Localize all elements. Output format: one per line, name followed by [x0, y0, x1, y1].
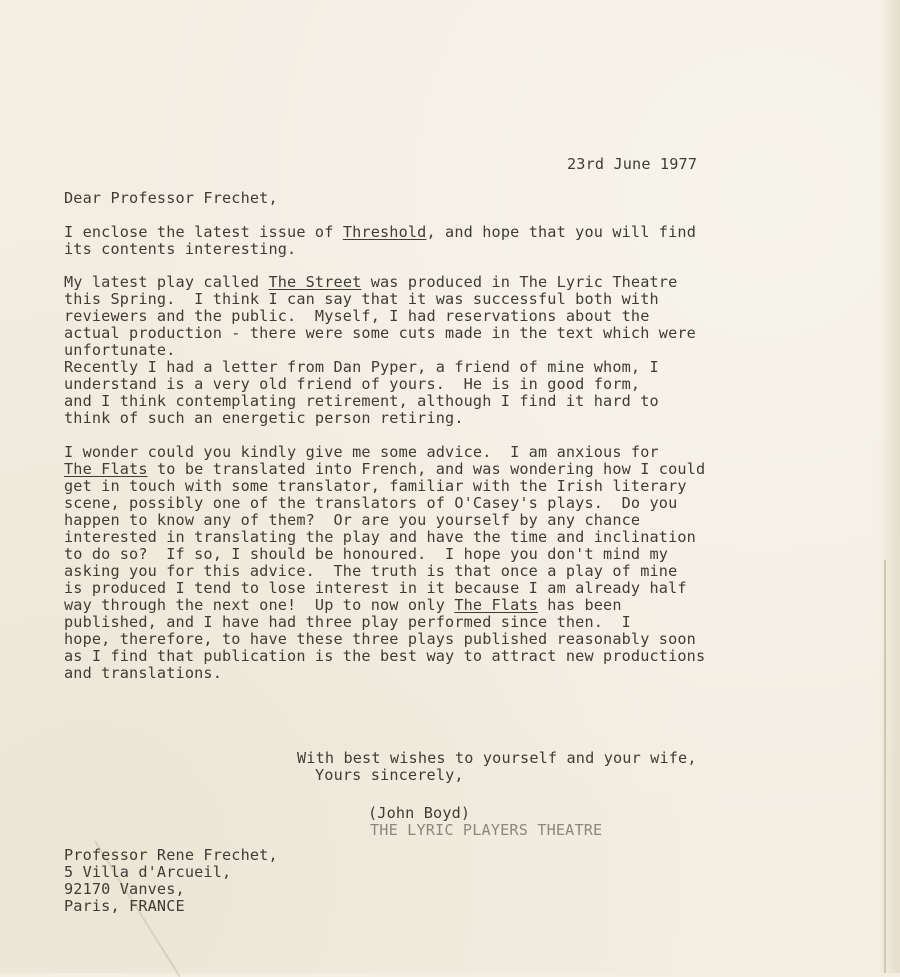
text-run: published, and I have had three play performed since then. I: [64, 613, 631, 631]
recipient-address-line: 92170 Vanves,: [64, 880, 185, 898]
text-run: to do so? If so, I should be honoured. I hope you don't mind my: [64, 545, 669, 563]
text-run: actual production - there were some cuts made in the text which were: [64, 324, 696, 342]
text-run: understand is a very old friend of yours. He is in good form,: [64, 375, 641, 393]
underlined-title: The Street: [268, 273, 362, 291]
text-run: get in touch with some translator, familiar with the Irish literary: [64, 477, 687, 495]
text-run: is produced I tend to lose interest in it because I am already half: [64, 579, 687, 597]
letter-line: [64, 291, 659, 308]
text-run: happen to know any of them? Or are you yourself by any chance: [64, 511, 641, 529]
underlined-title: The Flats: [64, 460, 148, 478]
letter-line: [64, 376, 640, 393]
text-run: has been: [538, 596, 622, 614]
letter-line: [64, 597, 622, 614]
letter-line: [64, 546, 668, 563]
text-run: and translations.: [64, 664, 222, 682]
text-run: My latest play called: [64, 273, 269, 291]
letter-line: [64, 325, 696, 342]
underlined-title: The Flats: [454, 596, 538, 614]
letter-line: [64, 410, 464, 427]
recipient-address-line: Paris, FRANCE: [64, 897, 185, 915]
text-run: way through the next one! Up to now only: [64, 596, 455, 614]
page-edge-shadow: [878, 0, 900, 973]
letter-line: [64, 224, 696, 241]
letter-line: [64, 461, 705, 478]
text-run: I wonder could you kindly give me some advice. I am anxious for: [64, 443, 659, 461]
text-run: was produced in The Lyric Theatre: [361, 273, 678, 291]
letter-line: [64, 614, 631, 631]
text-run: Recently I had a letter from Dan Pyper, a friend of mine whom, I: [64, 358, 659, 376]
letter-line: [64, 563, 677, 580]
text-run: reviewers and the public. Myself, I had reservations about the: [64, 307, 650, 325]
text-run: as I find that publication is the best way to attract new productions: [64, 647, 706, 665]
letter-line: [64, 580, 687, 597]
letter-line: [64, 495, 677, 512]
text-run: unfortunate.: [64, 341, 176, 359]
closing-sincerely: Yours sincerely,: [315, 766, 464, 784]
salutation: Dear Professor Frechet,: [64, 189, 278, 207]
letter-line: [64, 359, 659, 376]
text-run: its contents interesting.: [64, 240, 297, 258]
letter-line: [64, 529, 696, 546]
text-run: think of such an energetic person retiring.: [64, 409, 464, 427]
recipient-address-line: 5 Villa d'Arcueil,: [64, 863, 232, 881]
letter-line: [64, 241, 296, 258]
closing-wishes: With best wishes to yourself and your wife,: [297, 749, 697, 767]
signature-organisation: THE LYRIC PLAYERS THEATRE: [370, 821, 603, 839]
letter-line: [64, 631, 696, 648]
letter-line: [64, 393, 659, 410]
signature-name: (John Boyd): [368, 804, 471, 822]
letter-line: [64, 478, 687, 495]
letter-date: 23rd June 1977: [567, 155, 698, 173]
letter-line: [64, 342, 176, 359]
text-run: , and hope that you will find: [426, 223, 696, 241]
text-run: scene, possibly one of the translators of O'Casey's plays. Do you: [64, 494, 678, 512]
page-fold-line: [884, 560, 886, 973]
text-run: I enclose the latest issue of: [64, 223, 343, 241]
letter-line: [64, 274, 677, 291]
letter-line: [64, 308, 650, 325]
letter-line: [64, 512, 640, 529]
text-run: interested in translating the play and have the time and inclination: [64, 528, 696, 546]
text-run: asking you for this advice. The truth is that once a play of mine: [64, 562, 678, 580]
letter-line: [64, 665, 222, 682]
letter-line: [64, 648, 705, 665]
text-run: this Spring. I think I can say that it was successful both with: [64, 290, 659, 308]
letter-line: [64, 444, 659, 461]
text-run: and I think contemplating retirement, although I find it hard to: [64, 392, 659, 410]
underlined-title: Threshold: [342, 223, 427, 241]
recipient-address-line: Professor Rene Frechet,: [64, 846, 278, 864]
text-run: hope, therefore, to have these three plays published reasonably soon: [64, 630, 696, 648]
text-run: to be translated into French, and was wondering how I could: [147, 460, 706, 478]
